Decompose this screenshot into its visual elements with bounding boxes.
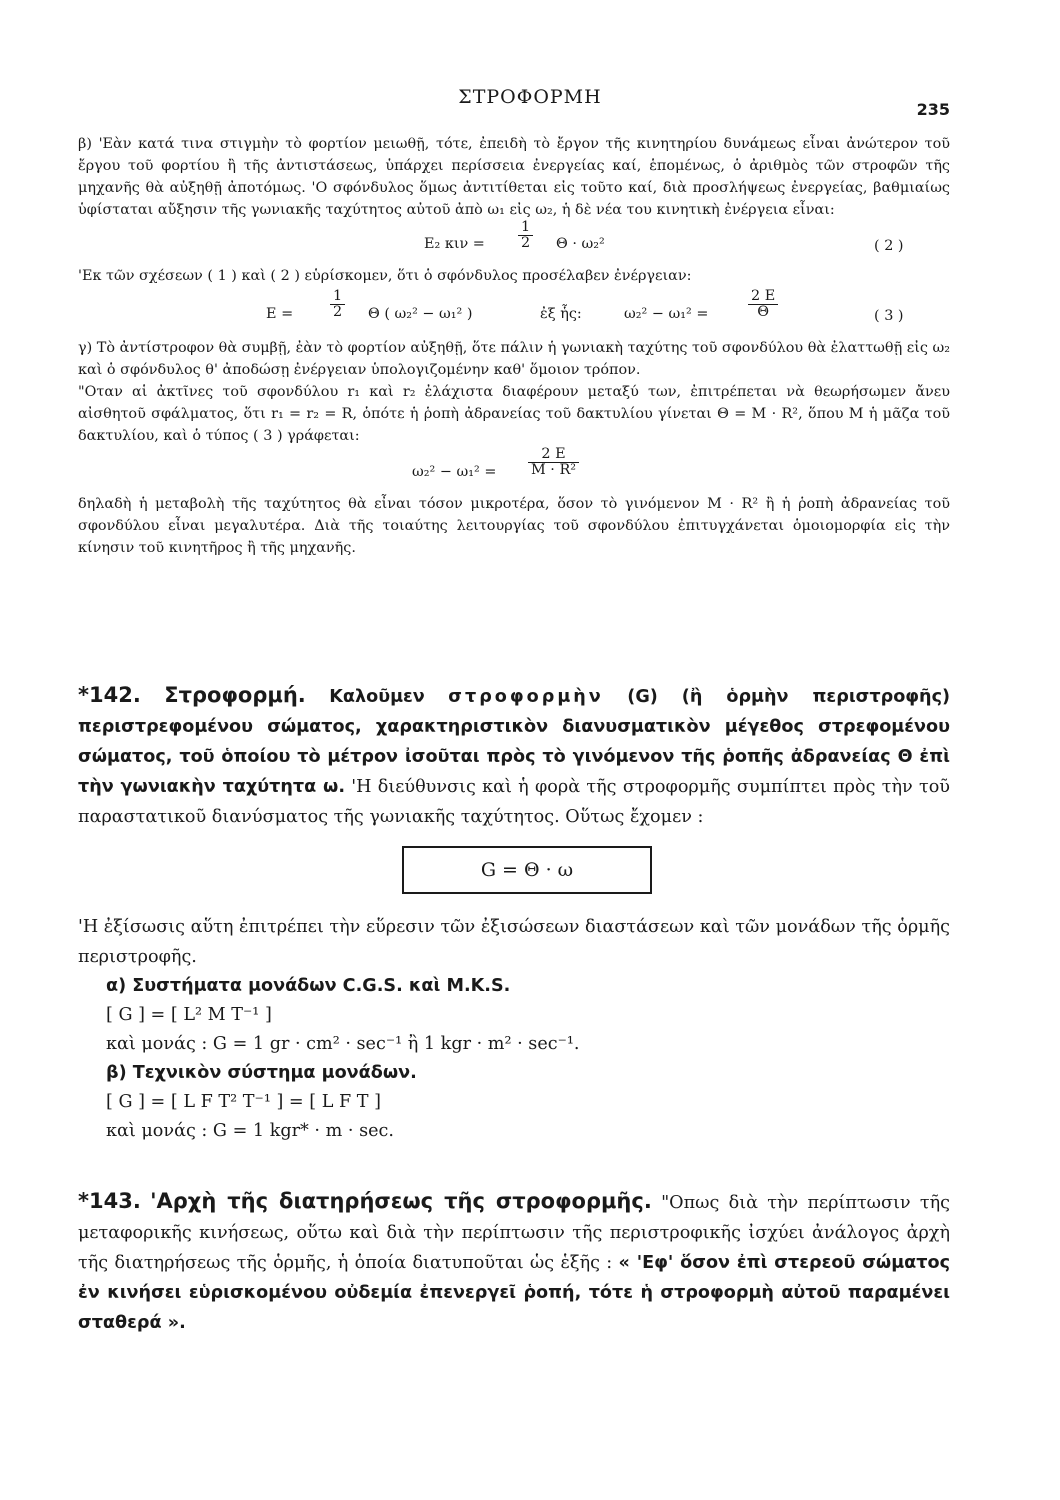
- eq3-denominator: 2: [333, 304, 343, 320]
- equation-paragraph: 'Η ἐξίσωσις αὕτη ἐπιτρέπει τὴν εὕρεσιν τῶν ἐξισώσεων διαστάσεων καὶ τῶν μονάδων τῆς ὁρμῆς περιστροφῆς.: [78, 917, 950, 967]
- eq3-fraction2: [748, 289, 778, 320]
- running-title: ΣΤΡΟΦΟΡΜΗ: [458, 86, 602, 108]
- eq3-lhs: E =: [266, 306, 294, 322]
- sub-a-title: α) Συστήματα μονάδων C.G.S. καὶ M.K.S.: [106, 976, 511, 996]
- eq3-numerator: 1: [330, 289, 345, 305]
- sub-b-title: β) Τεχνικὸν σύστημα μονάδων.: [106, 1063, 417, 1083]
- eq4-numerator: 2 E: [528, 447, 579, 463]
- eq2-numerator: 1: [518, 220, 533, 236]
- eq2-denominator: 2: [521, 235, 531, 251]
- eq3-number: ( 3 ): [874, 308, 904, 324]
- eq2-rhs: Θ · ω₂²: [556, 236, 605, 252]
- eq3-connector: ἐξ ἧς:: [540, 306, 582, 322]
- eq2-lhs: E₂ κιν =: [424, 236, 485, 252]
- equation-3: [78, 287, 950, 337]
- relations-line: 'Εκ τῶν σχέσεων ( 1 ) καὶ ( 2 ) εὑρίσκομεν, ὅτι ὁ σφόνδυλος προσέλαβεν ἐνέργειαν:: [78, 268, 692, 284]
- paragraph-meaning: δηλαδὴ ἡ μεταβολὴ τῆς ταχύτητος θὰ εἶναι τόσον μικροτέρα, ὅσον τὸ γινόμενον M · R² ἢ ἡ ῥοπὴ ἀδρανείας τοῦ σφονδύλου εἶναι μεγαλυτέρα. Διὰ τῆς τοιαύτης λειτουργίας τοῦ σφονδύλου ἐπιτυγχάνεται ὁμοιομορφία εἰς τὴν κίνησιν τοῦ κινητῆρος ἢ τῆς μηχανῆς.: [78, 496, 950, 556]
- section-142-paragraph: [78, 680, 950, 832]
- eq2-fraction: [518, 220, 533, 251]
- page-number: 235: [916, 100, 950, 119]
- section-143-normal: "Οπως διὰ τὴν περίπτωσιν τῆς μεταφορικῆς κινήσεως, οὕτω καὶ διὰ τὴν περίπτωσιν τῆς περιστροφικῆς ἰσχύει ἀνάλογος ἀρχὴ τῆς διατηρήσεως τῆς ὁρμῆς, ἡ ὁποία διατυποῦται ὡς ἑξῆς :: [78, 1193, 951, 1273]
- sub-b-dimension: [ G ] = [ L F T² T⁻¹ ] = [ L F T ]: [106, 1092, 381, 1112]
- eq3-numerator2: 2 E: [748, 289, 778, 305]
- eq2-number: ( 2 ): [874, 238, 904, 254]
- section-142-bold-b: (G) (ἢ ὁρμὴν περιστροφῆς) περιστρεφομένου σώματος, χαρακτηριστικὸν διανυσματικὸν μέγεθος στρεφομένου σώματος, τοῦ ὁποίου τὸ μέτρον ἰσοῦται πρὸς τὸ γινόμενον τῆς ῥοπῆς ἀδρανείας Θ ἐπὶ τὴν γωνιακὴν ταχύτητα ω.: [78, 687, 951, 797]
- eq4-lhs: ω₂² − ω₁² =: [412, 464, 497, 480]
- sub-a-dimension: [ G ] = [ L² M T⁻¹ ]: [106, 1005, 272, 1025]
- sub-a-units: καὶ μονάς : G = 1 gr · cm² · sec⁻¹ ἢ 1 kgr · m² · sec⁻¹.: [106, 1034, 580, 1054]
- section-143: [78, 1186, 950, 1338]
- section-143-number: *143.: [78, 1189, 141, 1213]
- small-print-section: [78, 133, 950, 559]
- eq3-lhs2: ω₂² − ω₁² =: [624, 306, 709, 322]
- section-143-title: 'Αρχὴ τῆς διατηρήσεως τῆς στροφορμῆς.: [150, 1189, 652, 1213]
- paragraph-radii: "Οταν αἱ ἀκτῖνες τοῦ σφονδύλου r₁ καὶ r₂ ἐλάχιστα διαφέρουν μεταξύ των, ἐπιτρέπεται νὰ θεωρήσωμεν ἄνευ αἰσθητοῦ σφάλματος, ὅτι r₁ = r₂ = R, ὁπότε ἡ ῥοπὴ ἀδρανείας τοῦ δακτυλίου γίνεται Θ = M · R², ὅπου M ἡ μᾶζα τοῦ δακτυλίου, καὶ ὁ τύπος ( 3 ) γράφεται:: [78, 384, 950, 444]
- section-142-bold-a: Καλοῦμεν: [329, 687, 425, 707]
- section-142-term: στροφορμὴν: [448, 687, 604, 707]
- equation-4: [78, 447, 950, 493]
- equation-2: [78, 221, 950, 265]
- sub-b-units: καὶ μονάς : G = 1 kgr* · m · sec.: [106, 1121, 394, 1141]
- section-143-quote: « 'Εφ' ὅσον ἐπὶ στερεοῦ σώματος ἐν κινήσει εὑρισκομένου οὐδεμία ἐπενεργεῖ ῥοπή, τότε ἡ στροφορμὴ αὐτοῦ παραμένει σταθερά ».: [78, 1253, 950, 1333]
- boxed-equation: G = Θ · ω: [402, 846, 652, 894]
- page-header: [0, 86, 1060, 119]
- eq3-denominator2: Θ: [757, 304, 770, 320]
- eq4-fraction: [528, 447, 579, 478]
- section-142-number: *142.: [78, 683, 141, 707]
- section-142-normal: 'Η διεύθυνσις καὶ ἡ φορὰ τῆς στροφορμῆς συμπίπτει πρὸς τὴν τοῦ παραστατικοῦ διανύσματος τῆς γωνιακῆς ταχύτητος. Οὕτως ἔχομεν :: [78, 777, 950, 827]
- eq4-denominator: M · R²: [531, 462, 577, 478]
- section-142: [78, 680, 950, 1146]
- paragraph-gamma: γ) Τὸ ἀντίστροφον θὰ συμβῇ, ἐὰν τὸ φορτίον αὐξηθῇ, ὅτε πάλιν ἡ γωνιακὴ ταχύτης τοῦ σφονδύλου θὰ ἐλαττωθῇ εἰς ω₂ καὶ ὁ σφόνδυλος θ' ἀποδώσῃ ἐνέργειαν ὑπολογιζομένην καθ' ὅμοιον τρόπον.: [78, 340, 950, 378]
- eq3-rhs: Θ ( ω₂² − ω₁² ): [368, 306, 473, 322]
- eq3-fraction: [330, 289, 345, 320]
- section-143-paragraph: [78, 1186, 950, 1338]
- section-142-title: Στροφορμή.: [164, 683, 306, 707]
- paragraph-beta: β) 'Εὰν κατά τινα στιγμὴν τὸ φορτίον μειωθῇ, τότε, ἐπειδὴ τὸ ἔργον τῆς κινητηρίου δυνάμεως εἶναι ἀνώτερον τοῦ ἔργου τοῦ φορτίου ἢ τῆς ἀντιστάσεως, ὑπάρχει περίσσεια ἐνεργείας καί, ἑπομένως, ὁ ἀριθμὸς τῶν στροφῶν τῆς μηχανῆς θὰ αὐξηθῇ ἀποτόμως. 'Ο σφόνδυλος ὅμως ἀντιτίθεται εἰς τοῦτο καί, διὰ προσλήψεως ἐνεργείας, βαθμιαίως ὑφίσταται αὔξησιν τῆς γωνιακῆς ταχύτητος αὐτοῦ ἀπὸ ω₁ εἰς ω₂, ἡ δὲ νέα του κινητικὴ ἐνέργεια εἶναι:: [78, 136, 950, 218]
